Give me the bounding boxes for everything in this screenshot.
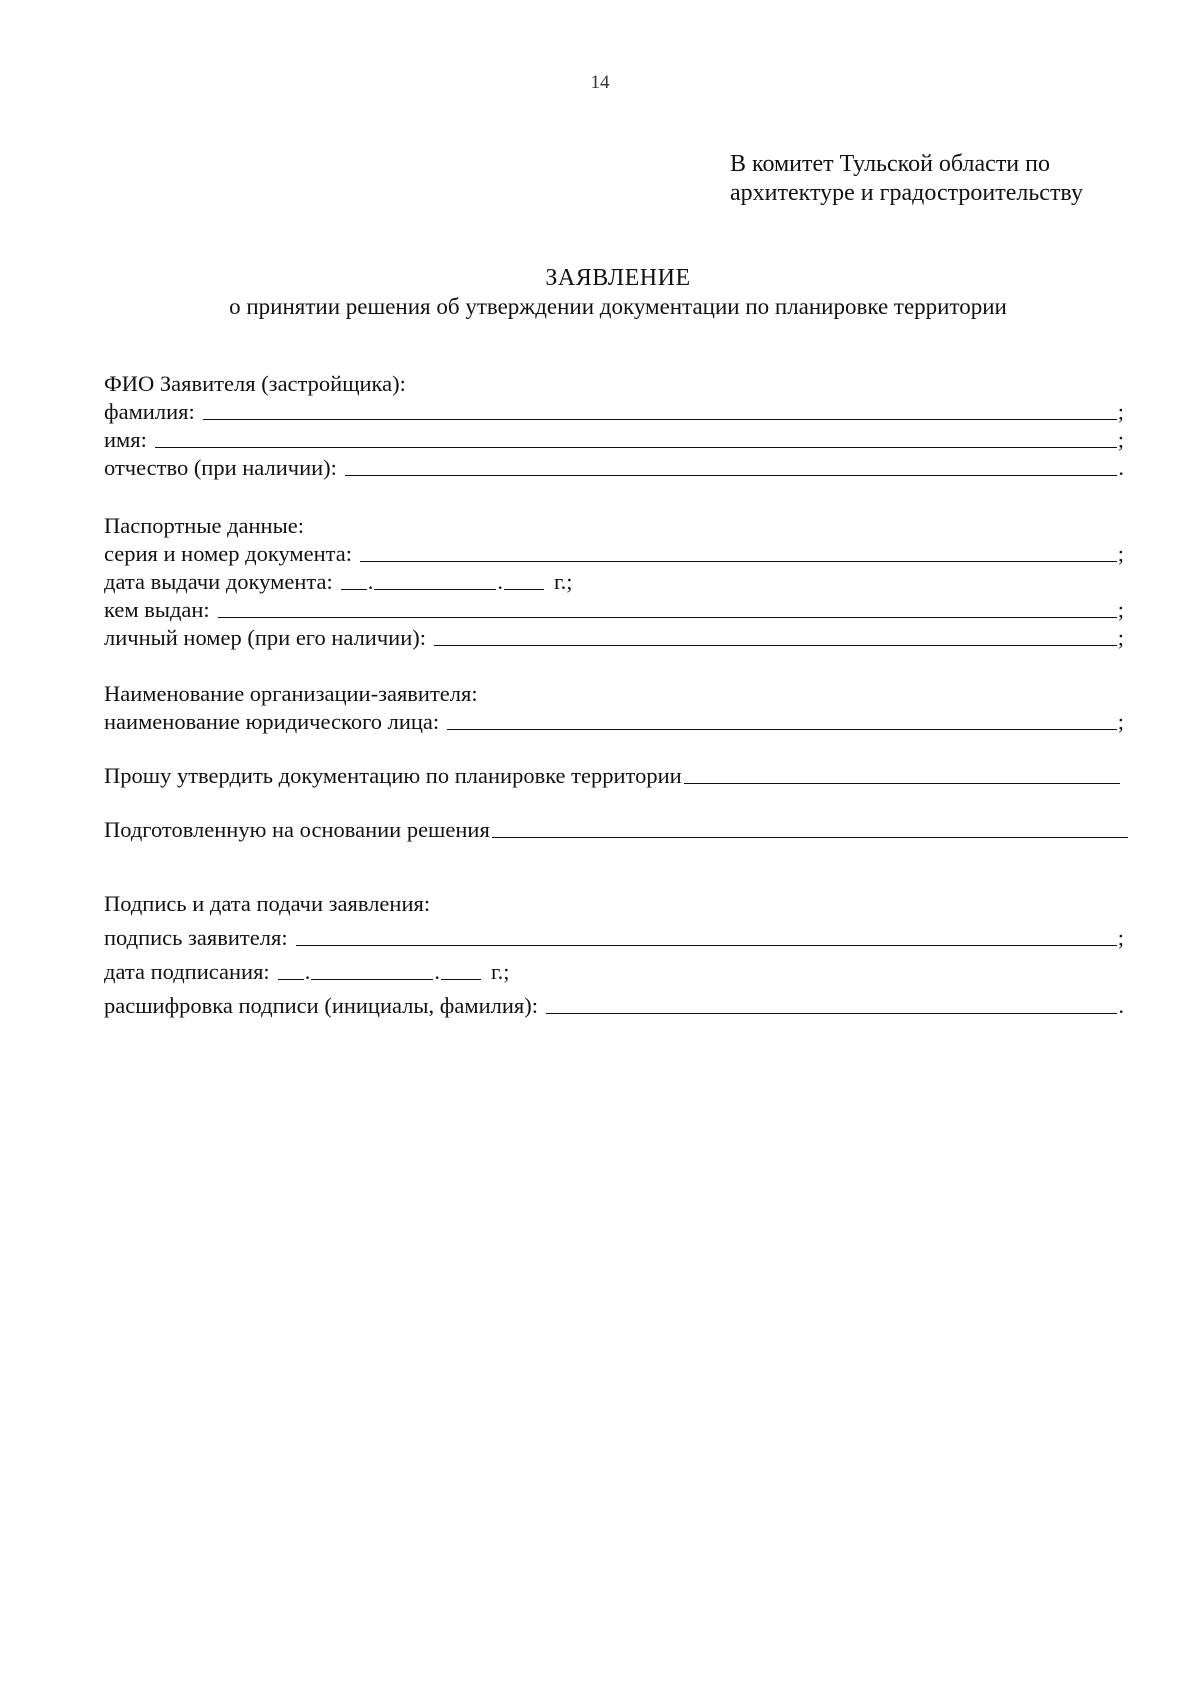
passport-series-row: [104, 540, 1124, 568]
transcript-period: .: [1118, 993, 1124, 1018]
addressee-line-1: В комитет Тульской области по: [730, 151, 1050, 177]
issue-date-month-field[interactable]: [374, 571, 496, 590]
signing-date-label: дата подписания:: [104, 959, 270, 984]
legal-name-semicolon: ;: [1117, 709, 1124, 734]
legal-name-row: [104, 708, 1124, 736]
passport-heading: Паспортные данные:: [104, 513, 304, 538]
signing-date-dot-2: .: [434, 959, 440, 984]
personal-number-label: личный номер (при его наличии):: [104, 625, 426, 650]
addressee-line-2: архитектуре и градостроительству: [730, 180, 1083, 206]
signing-date-month-field[interactable]: [311, 961, 433, 980]
patronymic-field[interactable]: [345, 457, 1117, 476]
name-row: [104, 426, 1124, 454]
signature-field[interactable]: [296, 927, 1117, 946]
signature-row: [104, 924, 1124, 952]
issue-date-dot-1: .: [367, 569, 374, 594]
issue-date-year-suffix: г.;: [553, 569, 573, 594]
page-number: 14: [590, 72, 610, 93]
surname-semicolon: ;: [1117, 399, 1124, 424]
approve-row: [104, 762, 1120, 790]
signing-date-row: [104, 958, 510, 986]
signature-label: подпись заявителя:: [104, 925, 288, 950]
signing-date-year-field[interactable]: [441, 961, 481, 980]
signature-heading: Подпись и дата подачи заявления:: [104, 891, 431, 916]
addressee-block: [730, 150, 1083, 208]
issued-by-semicolon: ;: [1117, 597, 1124, 622]
transcript-label: расшифровка подписи (инициалы, фамилия):: [104, 993, 539, 1018]
legal-name-label: наименование юридического лица:: [104, 709, 440, 734]
issue-date-day-field[interactable]: [341, 571, 367, 590]
issued-by-label: кем выдан:: [104, 597, 210, 622]
approve-field[interactable]: [684, 765, 1120, 784]
document-subtitle: о принятии решения об утверждении документации по планировке территории: [229, 294, 1007, 319]
name-label: имя:: [104, 427, 147, 452]
signing-date-year-suffix: г.;: [490, 959, 510, 984]
name-semicolon: ;: [1117, 427, 1124, 452]
surname-row: [104, 398, 1124, 426]
organization-heading: Наименование организации-заявителя:: [104, 681, 478, 706]
approve-label: Прошу утвердить документацию по планировке территории: [104, 763, 682, 788]
patronymic-row: [104, 454, 1124, 482]
issued-by-row: [104, 596, 1124, 624]
personal-number-field[interactable]: [434, 627, 1117, 646]
signing-date-day-field[interactable]: [278, 961, 304, 980]
basis-label: Подготовленную на основании решения: [104, 817, 490, 842]
basis-field[interactable]: [492, 819, 1128, 838]
patronymic-period: .: [1118, 455, 1124, 480]
issue-date-label: дата выдачи документа:: [104, 569, 333, 594]
name-field[interactable]: [155, 429, 1117, 448]
patronymic-label: отчество (при наличии):: [104, 455, 337, 480]
personal-number-semicolon: ;: [1117, 625, 1124, 650]
personal-number-row: [104, 624, 1124, 652]
issue-date-year-field[interactable]: [504, 571, 544, 590]
signature-semicolon: ;: [1117, 925, 1124, 950]
issue-date-dot-2: .: [497, 569, 503, 594]
issued-by-field[interactable]: [218, 599, 1117, 618]
passport-series-semicolon: ;: [1117, 541, 1124, 566]
applicant-heading: ФИО Заявителя (застройщика):: [104, 371, 406, 396]
issue-date-row: [104, 568, 573, 596]
transcript-field[interactable]: [546, 995, 1117, 1014]
surname-field[interactable]: [203, 401, 1117, 420]
passport-series-label: серия и номер документа:: [104, 541, 353, 566]
surname-label: фамилия:: [104, 399, 195, 424]
document-title: ЗАЯВЛЕНИЕ: [545, 265, 691, 291]
transcript-row: [104, 992, 1124, 1020]
legal-name-field[interactable]: [447, 711, 1117, 730]
signing-date-dot-1: .: [304, 959, 311, 984]
basis-row: [104, 816, 1128, 844]
passport-series-field[interactable]: [360, 543, 1117, 562]
